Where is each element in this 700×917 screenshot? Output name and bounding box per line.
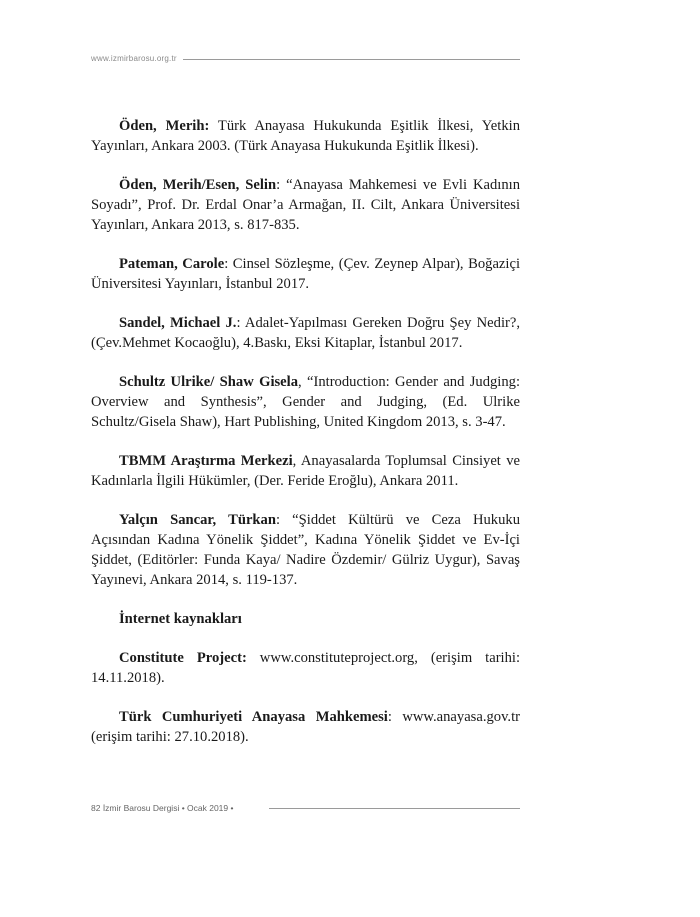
reference-text: , Anayasalarda Toplumsal Cinsiyet ve Kadınlarla İlgili Hükümler, (Der. Feride Eroğlu), Ankara 2011. bbox=[91, 453, 520, 489]
reference-entry bbox=[91, 116, 520, 156]
web-reference-entry bbox=[91, 707, 520, 747]
header-rule bbox=[183, 59, 520, 60]
page-footer bbox=[91, 801, 520, 815]
reference-text: www.constituteproject.org, (erişim tarihi: 14.11.2018). bbox=[91, 650, 521, 686]
reference-text: : Cinsel Sözleşme, (Çev. Zeynep Alpar), Boğaziçi Üniversitesi Yayınları, İstanbul 2017. bbox=[91, 256, 520, 292]
reference-text: , “Introduction: Gender and Judging: Overview and Synthesis”, Gender and Judging, (Ed. Ulrike Schultz/Gisela Shaw), Hart Publishing, United Kingdom 2013, s. 3-47. bbox=[91, 374, 521, 430]
footer-rule bbox=[269, 808, 520, 809]
reference-author: Constitute Project: bbox=[119, 650, 247, 666]
reference-text: : www.anayasa.gov.tr (erişim tarihi: 27.10.2018). bbox=[91, 709, 520, 745]
reference-author: Sandel, Michael J. bbox=[119, 315, 237, 331]
reference-text: : Adalet-Yapılması Gereken Doğru Şey Nedir?, (Çev.Mehmet Kocaoğlu), 4.Baskı, Eksi Kitaplar, İstanbul 2017. bbox=[91, 315, 520, 351]
reference-author: Öden, Merih: bbox=[119, 118, 210, 134]
web-reference-entry bbox=[91, 648, 520, 688]
reference-author: Öden, Merih/Esen, Selin bbox=[119, 177, 277, 193]
reference-entry bbox=[91, 313, 520, 353]
reference-author: Pateman, Carole bbox=[119, 256, 225, 272]
reference-author: Yalçın Sancar, Türkan bbox=[119, 512, 276, 528]
reference-text: : “Şiddet Kültürü ve Ceza Hukuku Açısından Kadına Yönelik Şiddet”, Kadına Yönelik Şiddet ve Ev-İçi Şiddet, (Editörler: Funda Kaya/ Nadire Özdemir/ Gülriz Uygur), Savaş Yayınevi, Ankara 2014, s. 119-137. bbox=[91, 512, 520, 588]
bibliography bbox=[91, 116, 520, 766]
reference-author: Schultz Ulrike/ Shaw Gisela bbox=[119, 374, 299, 390]
reference-text: : “Anayasa Mahkemesi ve Evli Kadının Soyadı”, Prof. Dr. Erdal Onar’a Armağan, II. Cilt, Ankara Üniversitesi Yayınları, Ankara 2013, s. 817-835. bbox=[91, 177, 521, 233]
reference-entry bbox=[91, 510, 520, 590]
page-header bbox=[91, 52, 520, 66]
section-title: İnternet kaynakları bbox=[119, 611, 242, 627]
reference-entry bbox=[91, 175, 520, 235]
reference-author: Türk Cumhuriyeti Anayasa Mahkemesi bbox=[119, 709, 388, 725]
reference-entry bbox=[91, 372, 520, 432]
reference-author: TBMM Araştırma Merkezi bbox=[119, 453, 293, 469]
reference-text: Türk Anayasa Hukukunda Eşitlik İlkesi, Yetkin Yayınları, Ankara 2003. (Türk Anayasa Hukukunda Eşitlik İlkesi). bbox=[91, 118, 520, 154]
reference-entry bbox=[91, 451, 520, 491]
header-url: www.izmirbarosu.org.tr bbox=[91, 54, 177, 63]
footer-text: 82 İzmir Barosu Dergisi • Ocak 2019 • bbox=[91, 803, 234, 813]
reference-entry bbox=[91, 254, 520, 294]
